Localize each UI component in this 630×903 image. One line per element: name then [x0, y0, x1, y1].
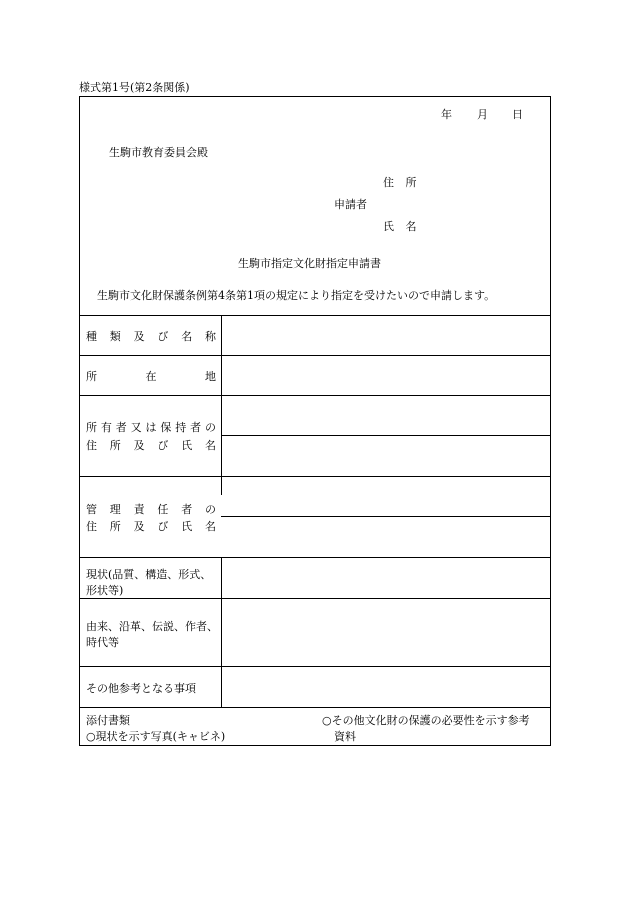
applicant-address-label: 住 所: [383, 176, 421, 189]
label-kind-and-name: 種 類 及 び 名 称: [86, 330, 216, 343]
document-title: 生駒市指定文化財指定申請書: [238, 257, 381, 270]
row-sub-divider: [221, 435, 550, 436]
label-owner-line1: 所 有 者 又 は 保 持 者 の: [86, 421, 216, 434]
date-day-label: 日: [512, 108, 523, 121]
label-current-status-line2: 形状等): [86, 584, 124, 597]
label-other-matters: その他参考となる事項: [86, 682, 196, 695]
row-divider: [80, 557, 550, 558]
attachments-title: 添付書類: [86, 714, 130, 727]
column-divider-lower: [221, 557, 222, 707]
row-sub-divider: [221, 516, 550, 517]
label-location: 所 在 地: [86, 370, 216, 383]
application-form: [79, 96, 551, 746]
applicant-role-label: 申請者: [334, 198, 367, 211]
date-month-label: 月: [477, 108, 488, 121]
label-current-status-line1: 現状(品質、構造、形式、: [86, 568, 212, 581]
row-divider: [80, 355, 550, 356]
form-number: 様式第1号(第2条関係): [79, 81, 190, 94]
label-owner-line2: 住 所 及 び 氏 名: [86, 439, 216, 452]
column-divider-upper: [221, 315, 222, 495]
label-history-line1: 由来、沿革、伝説、作者、: [86, 620, 218, 633]
table-top-border: [80, 315, 550, 316]
label-history-line2: 時代等: [86, 636, 119, 649]
row-divider: [80, 476, 550, 477]
label-manager-line1: 管 理 責 任 者 の: [86, 503, 216, 516]
date-year-label: 年: [441, 108, 452, 121]
attachment-item-photo: ○現状を示す写真(キャビネ): [86, 730, 226, 743]
row-divider: [80, 598, 550, 599]
label-manager-line2: 住 所 及 び 氏 名: [86, 520, 216, 533]
row-divider: [80, 666, 550, 667]
addressee: 生駒市教育委員会殿: [109, 146, 208, 159]
row-divider: [80, 395, 550, 396]
attachment-item-other-line1: ○その他文化財の保護の必要性を示す参考: [322, 714, 530, 727]
applicant-name-label: 氏 名: [383, 220, 421, 233]
application-statement: 生駒市文化財保護条例第4条第1項の規定により指定を受けたいので申請します。: [97, 289, 496, 302]
row-divider: [80, 707, 550, 708]
attachment-item-other-line2: 資料: [334, 730, 356, 743]
